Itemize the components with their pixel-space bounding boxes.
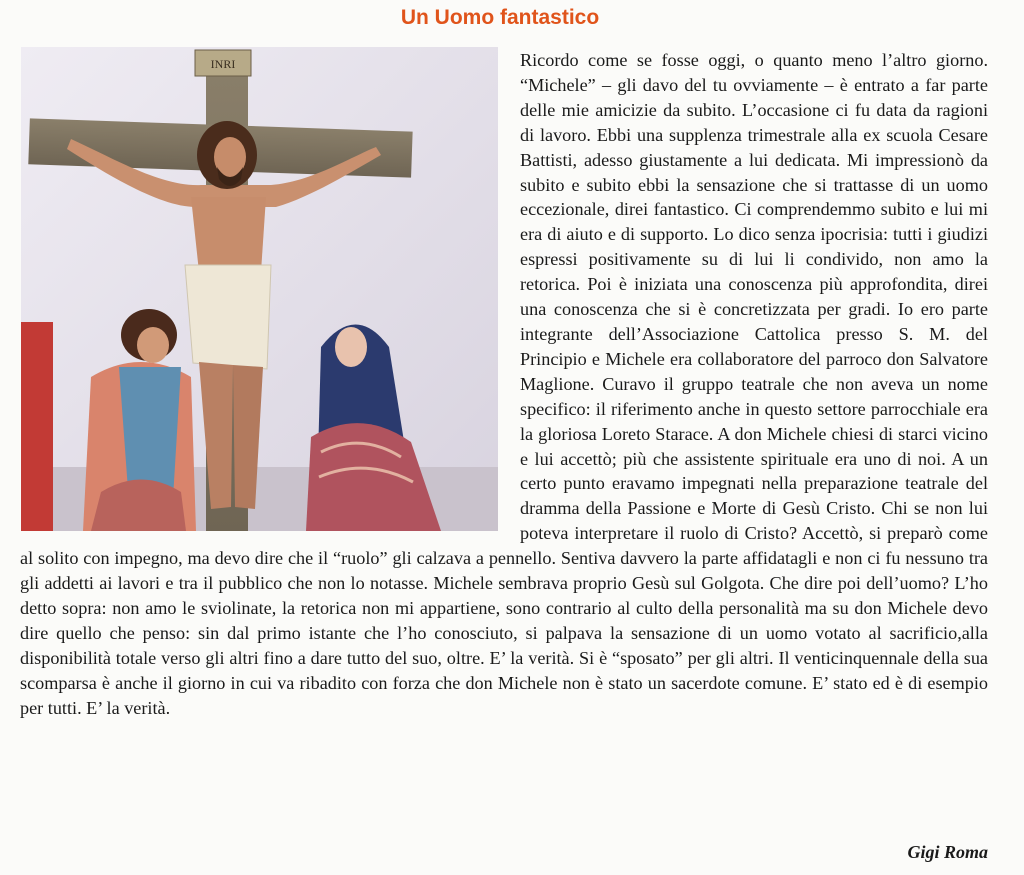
article-body xyxy=(20,48,988,720)
article-title: Un Uomo fantastico xyxy=(400,6,600,29)
inri-sign: INRI xyxy=(210,57,236,71)
author-signature: Gigi Roma xyxy=(907,842,988,862)
article-paragraph: Ricordo come se fosse oggi, o quanto meno l’altro giorno. “Michele” – gli davo del tu ovviamente – è entrato a far parte delle mie amicizie da subito. L’occasione ci fu data da ragioni di lavoro. Ebbi una supplenza trimestrale alla ex scuola Cesare Battisti, adesso giustamente a lui dedicata. Mi impressionò da subito e subito ebbi la sensazione che si trattasse di un uomo eccezionale, direi fantastico. Ci comprendemmo subito e lui mi era di aiuto e di supporto. Lo dico senza ipocrisia: tutti i giudizi espressi positivamente su di lui li condivido, non amo la retorica. Poi è iniziata una conoscenza più approfondita, direi una conoscenza che si è concretizzata per gradi. Io ero parte integrante dell’Associazione Cattolica presso S. M. del Principio e Michele era collaboratore del parroco don Salvatore Maglione. Curavo il gruppo teatrale che non aveva un nome specifico: il riferimento anche in questo settore parrocchiale era la gloriosa Loreto Starace. A don Michele chiesi di starci vicino e lui accettò; più che assistente spirituale era uno di noi. A un certo punto eravamo impegnati nella preparazione teatrale del dramma della Passione e Morte di Gesù Cristo. Chi se non lui poteva interpretare il ruolo di Cristo? Accettò, si preparò come al solito con impegno, ma devo dire che il “ruolo” gli calzava a pennello. Sentiva davvero la parte affidatagli e non ci fu nessuno tra gli addetti ai lavori e tra il pubblico che non lo notasse. Michele sembrava proprio Gesù sul Golgota. Che dire poi dell’uomo? L’ho detto sopra: non amo le sviolinate, la retorica non mi appartiene, sono contrario al culto della personalità ma su don Michele devo dire quello che penso: sin dal primo istante che l’ho conosciuto, si palpava la sensazione di un uomo votato al sacrificio,alla disponibilità totale verso gli altri fino a dare tutto del suo, oltre. E’ la verità. Si è “sposato” per gli altri. Il venticinquennale della sua scomparsa è anche il giorno in cui va ribadito con forza che don Michele non è stato un sacerdote comune. E’ stato ed è di esempio per tutti. E’ la verità. xyxy=(20,50,988,718)
